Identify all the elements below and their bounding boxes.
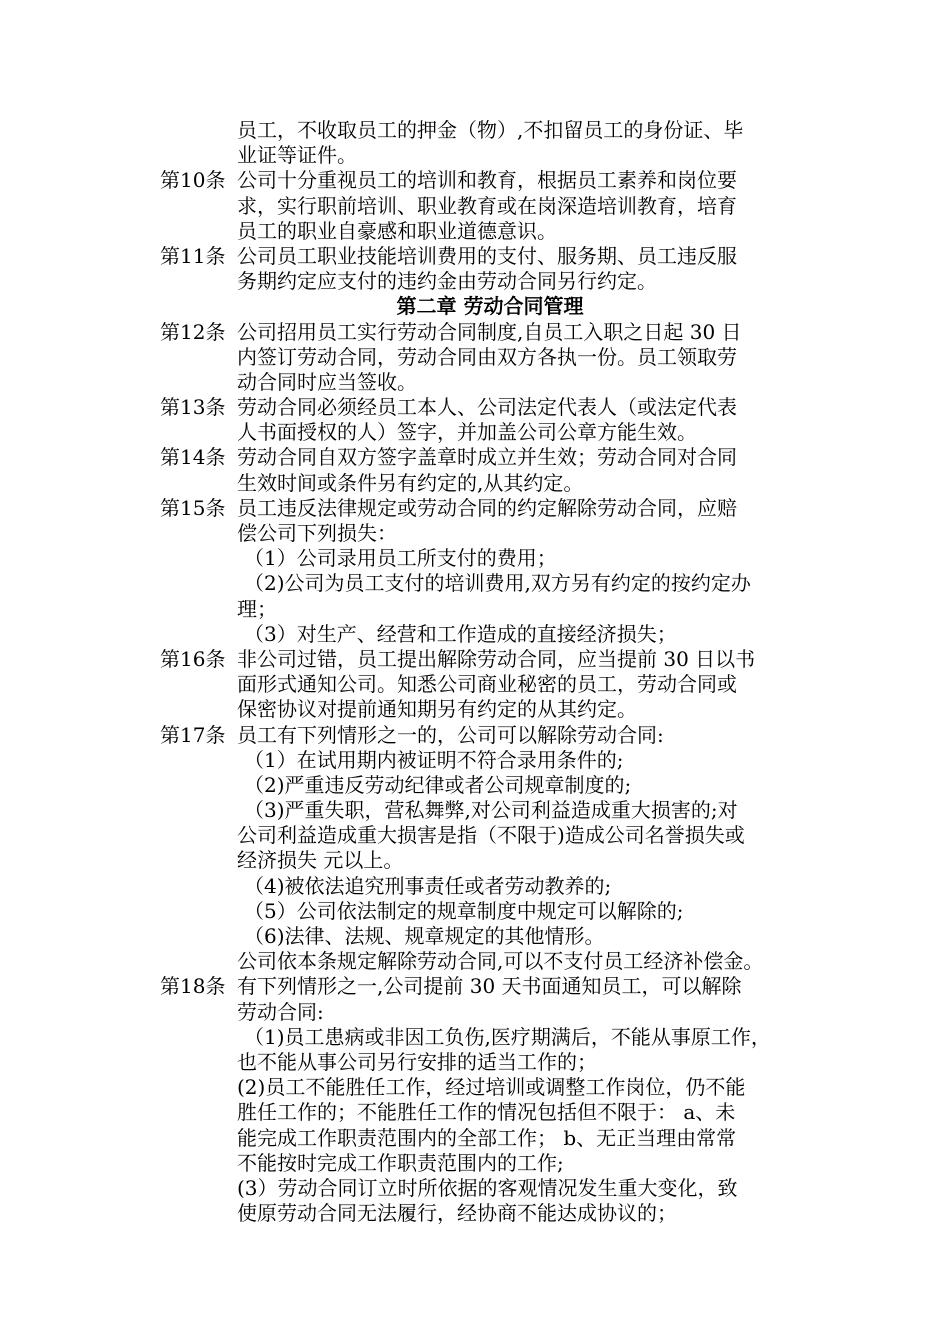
document-line <box>160 194 820 219</box>
article-text: 公司员工职业技能培训费用的支付、服务期、员工违反服 <box>237 243 737 268</box>
document-line <box>160 370 820 395</box>
chapter-heading: 第二章 劳动合同管理 <box>396 294 584 319</box>
document-line <box>160 345 820 370</box>
list-item-text: （1）在试用期内被证明不符合录用条件的; <box>244 747 624 772</box>
article-text: 面形式通知公司。知悉公司商业秘密的员工，劳动合同或 <box>237 672 737 697</box>
document-line <box>160 269 820 294</box>
document-line <box>160 1126 820 1151</box>
list-item-text: （2)公司为员工支付的培训费用,双方另有约定的按约定办 <box>244 571 751 596</box>
document-line <box>160 1050 820 1075</box>
document-line <box>160 723 820 748</box>
document-line <box>160 168 820 193</box>
article-text: 公司十分重视员工的培训和教育，根据员工素养和岗位要 <box>237 168 737 193</box>
list-item-text: （3)严重失职，营私舞弊,对公司利益造成重大损害的;对 <box>244 798 738 823</box>
document-line <box>160 1151 820 1176</box>
list-item-text: （5）公司依法制定的规章制度中规定可以解除的; <box>244 898 684 923</box>
document-line <box>160 848 820 873</box>
article-number: 第11条 <box>160 243 226 268</box>
document-line <box>160 395 820 420</box>
article-text: (3）劳动合同订立时所依据的客观情况发生重大变化，致 <box>237 1175 738 1200</box>
article-text: 公司利益造成重大损害是指（不限于)造成公司名誉损失或 <box>237 823 745 848</box>
list-item-text: （2)严重违反劳动纪律或者公司规章制度的; <box>244 772 632 797</box>
article-text: 理； <box>237 596 277 621</box>
article-text: 人书面授权的人）签字，并加盖公司公章方能生效。 <box>237 420 697 445</box>
document-line <box>160 219 820 244</box>
document-line <box>160 143 820 168</box>
document-line <box>160 974 820 999</box>
document-line <box>160 445 820 470</box>
article-text: 不能按时完成工作职责范围内的工作; <box>237 1150 564 1175</box>
article-text: 生效时间或条件另有约定的,从其约定。 <box>237 470 584 495</box>
document-line <box>160 798 820 823</box>
article-number: 第13条 <box>160 395 226 420</box>
article-number: 第12条 <box>160 319 226 344</box>
article-text: 经济损失 元以上。 <box>237 848 404 873</box>
document-line <box>160 748 820 773</box>
list-item-text: （1）公司录用员工所支付的费用； <box>244 546 557 571</box>
document-line <box>160 521 820 546</box>
document-line <box>160 773 820 798</box>
article-number: 第18条 <box>160 974 226 999</box>
article-text: 有下列情形之一,公司提前 30 天书面通知员工，可以解除 <box>237 974 742 999</box>
article-text: 劳动合同必须经员工本人、公司法定代表人（或法定代表 <box>237 395 737 420</box>
article-number: 第10条 <box>160 168 226 193</box>
article-text: 公司招用员工实行劳动合同制度,自员工入职之日起 30 日 <box>237 319 742 344</box>
document-line <box>160 320 820 345</box>
document-line <box>160 622 820 647</box>
document-line <box>160 1176 820 1201</box>
list-item-text: （4)被依法追究刑事责任或者劳动教养的; <box>244 873 612 898</box>
list-item-text: （3）对生产、经营和工作造成的直接经济损失； <box>244 621 677 646</box>
article-text: 也不能从事公司另行安排的适当工作的； <box>237 1049 597 1074</box>
article-text: 非公司过错，员工提出解除劳动合同，应当提前 30 日以书 <box>237 646 756 671</box>
document-line <box>160 571 820 596</box>
document-line <box>160 697 820 722</box>
document-line <box>160 899 820 924</box>
article-text: 员工违反法律规定或劳动合同的约定解除劳动合同，应赔 <box>237 495 737 520</box>
document-line <box>160 420 820 445</box>
article-number: 第14条 <box>160 445 226 470</box>
document-body <box>160 118 820 1226</box>
document-line <box>160 546 820 571</box>
article-text: 员工的职业自豪感和职业道德意识。 <box>237 218 557 243</box>
document-line <box>160 924 820 949</box>
document-line <box>160 1025 820 1050</box>
article-text: 动合同时应当签收。 <box>237 369 417 394</box>
document-line <box>160 597 820 622</box>
article-text: 务期约定应支付的违约金由劳动合同另行约定。 <box>237 269 657 294</box>
document-line <box>160 1075 820 1100</box>
article-text: 员工，不收取员工的押金（物）,不扣留员工的身份证、毕 <box>237 118 744 142</box>
document-line <box>160 647 820 672</box>
document-line <box>160 1100 820 1125</box>
document-line <box>160 1000 820 1025</box>
document-line <box>160 1201 820 1226</box>
list-item-text: （1)员工患病或非因工负伤,医疗期满后，不能从事原工作， <box>244 1024 771 1049</box>
article-text: 能完成工作职责范围内的全部工作； b、无正当理由常常 <box>237 1125 737 1150</box>
list-item-text: （6)法律、法规、规章规定的其他情形。 <box>244 924 605 948</box>
article-text: 使原劳动合同无法履行，经协商不能达成协议的； <box>237 1201 677 1226</box>
article-number: 第17条 <box>160 722 226 747</box>
document-line <box>160 874 820 899</box>
article-text: 劳动合同: <box>237 999 324 1024</box>
document-line <box>160 244 820 269</box>
article-text: 求，实行职前培训、职业教育或在岗深造培训教育，培育 <box>237 193 737 218</box>
document-line <box>160 672 820 697</box>
article-number: 第15条 <box>160 495 226 520</box>
document-line <box>160 949 820 974</box>
article-text: 胜任工作的；不能胜任工作的情况包括但不限于： a、未 <box>237 1100 736 1125</box>
article-text: 公司依本条规定解除劳动合同,可以不支付员工经济补偿金。 <box>237 949 764 974</box>
document-line <box>160 823 820 848</box>
article-text: 内签订劳动合同，劳动合同由双方各执一份。员工领取劳 <box>237 344 737 369</box>
article-text: (2)员工不能胜任工作，经过培训或调整工作岗位，仍不能 <box>237 1075 746 1100</box>
article-text: 员工有下列情形之一的，公司可以解除劳动合同: <box>237 722 664 747</box>
document-line <box>160 496 820 521</box>
document-line <box>160 118 820 143</box>
article-text: 偿公司下列损失： <box>237 521 397 545</box>
document-line <box>160 471 820 496</box>
article-text: 劳动合同自双方签字盖章时成立并生效；劳动合同对合同 <box>237 445 737 470</box>
article-number: 第16条 <box>160 646 226 671</box>
article-text: 保密协议对提前通知期另有约定的从其约定。 <box>237 697 637 722</box>
article-text: 业证等证件。 <box>237 143 357 168</box>
